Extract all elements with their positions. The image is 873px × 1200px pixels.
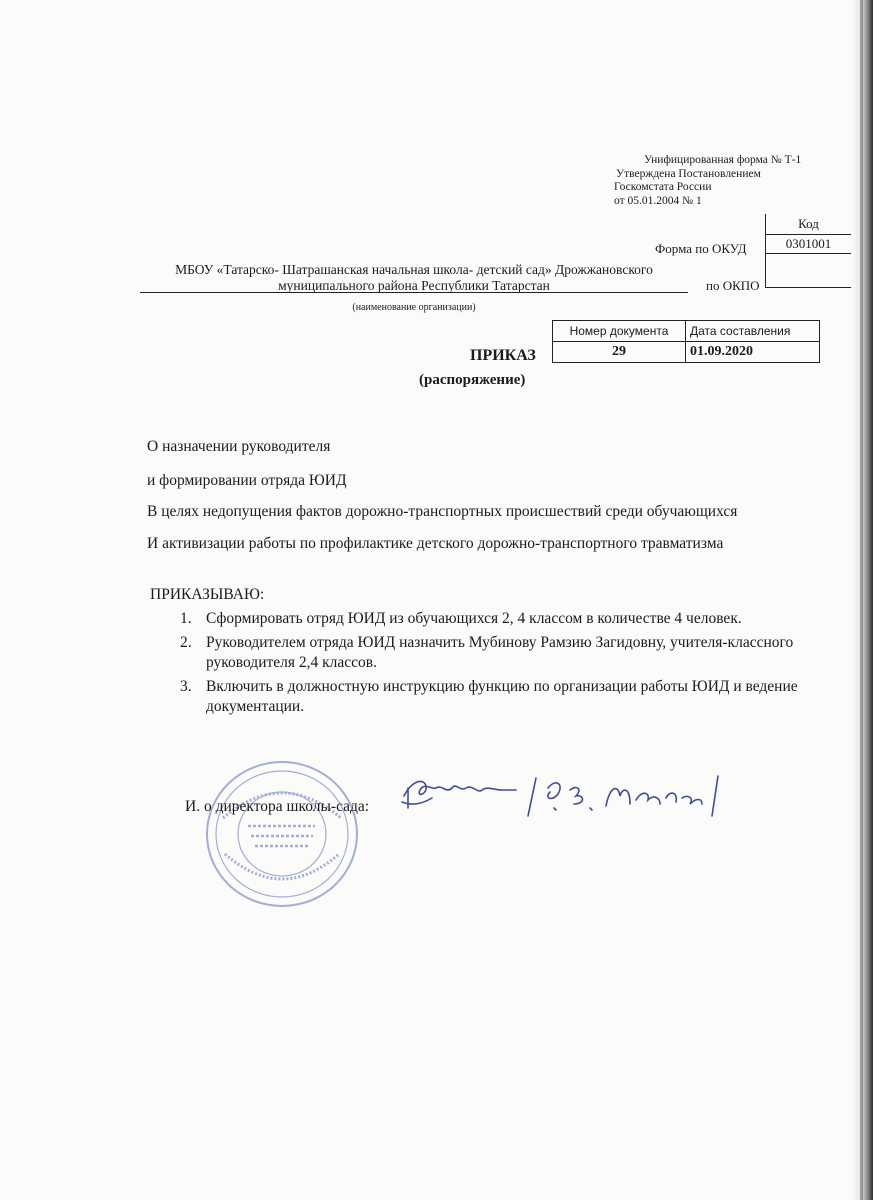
list-item-number: 3.	[180, 678, 192, 695]
organization-name-line2: муниципального района Республики Татарстан	[278, 278, 550, 293]
scan-dark-line	[860, 0, 863, 1200]
form-header-line: Утверждена Постановлением	[616, 167, 761, 180]
form-header	[600, 154, 805, 208]
preamble-line2: И активизации работы по профилактике детского дорожно-транспортного травматизма	[147, 535, 724, 552]
handwritten-signature	[398, 768, 728, 828]
codes-table	[765, 214, 851, 288]
document-title: ПРИКАЗ	[470, 347, 536, 364]
organization-caption: (наименование организации)	[352, 302, 476, 313]
signature-label: И. о директора школы-сада:	[185, 798, 370, 815]
order-items	[180, 609, 820, 721]
document-subtitle: (распоряжение)	[419, 372, 526, 388]
official-stamp	[203, 758, 361, 910]
list-item	[180, 609, 820, 629]
preamble-line1: В целях недопущения фактов дорожно-транспортных происшествий среди обучающихся	[147, 503, 738, 520]
organization-name-line1: МБОУ «Татарско- Шатрашанская начальная школа- детский сад» Дрожжановского	[175, 262, 653, 277]
list-item-text: Сформировать отряд ЮИД из обучающихся 2, 4 классом в количестве 4 человек.	[206, 610, 742, 627]
form-header-line: Унифицированная форма № Т-1	[644, 154, 802, 166]
okud-value: 0301001	[766, 235, 852, 254]
subject-line1: О назначении руководителя	[147, 438, 331, 455]
organization-underline	[140, 292, 688, 293]
codes-header: Код	[766, 214, 852, 235]
okud-label: Форма по ОКУД	[655, 241, 747, 256]
order-word: ПРИКАЗЫВАЮ:	[150, 586, 265, 603]
list-item-text: Включить в должностную инструкцию функцию по организации работы ЮИД и ведение документации.	[206, 678, 798, 715]
list-item-number: 2.	[180, 634, 192, 651]
organization-name	[140, 262, 688, 294]
subject-line2: и формировании отряда ЮИД	[147, 472, 347, 489]
doc-number-header: Номер документа	[553, 321, 686, 342]
okpo-value	[766, 254, 852, 288]
document-table	[552, 320, 820, 363]
doc-date-value: 01.09.2020	[686, 342, 820, 363]
list-item	[180, 677, 820, 717]
list-item	[180, 633, 820, 673]
doc-date-header: Дата составления	[686, 321, 820, 342]
form-header-line: от 05.01.2004 № 1	[614, 194, 702, 207]
list-item-text: Руководителем отряда ЮИД назначить Мубинову Рамзию Загидовну, учителя-классного руководителя 2,4 классов.	[206, 634, 794, 671]
okpo-label: по ОКПО	[706, 278, 760, 293]
doc-number-value: 29	[553, 342, 686, 363]
form-header-line: Госкомстата России	[614, 181, 712, 193]
list-item-number: 1.	[180, 610, 192, 627]
